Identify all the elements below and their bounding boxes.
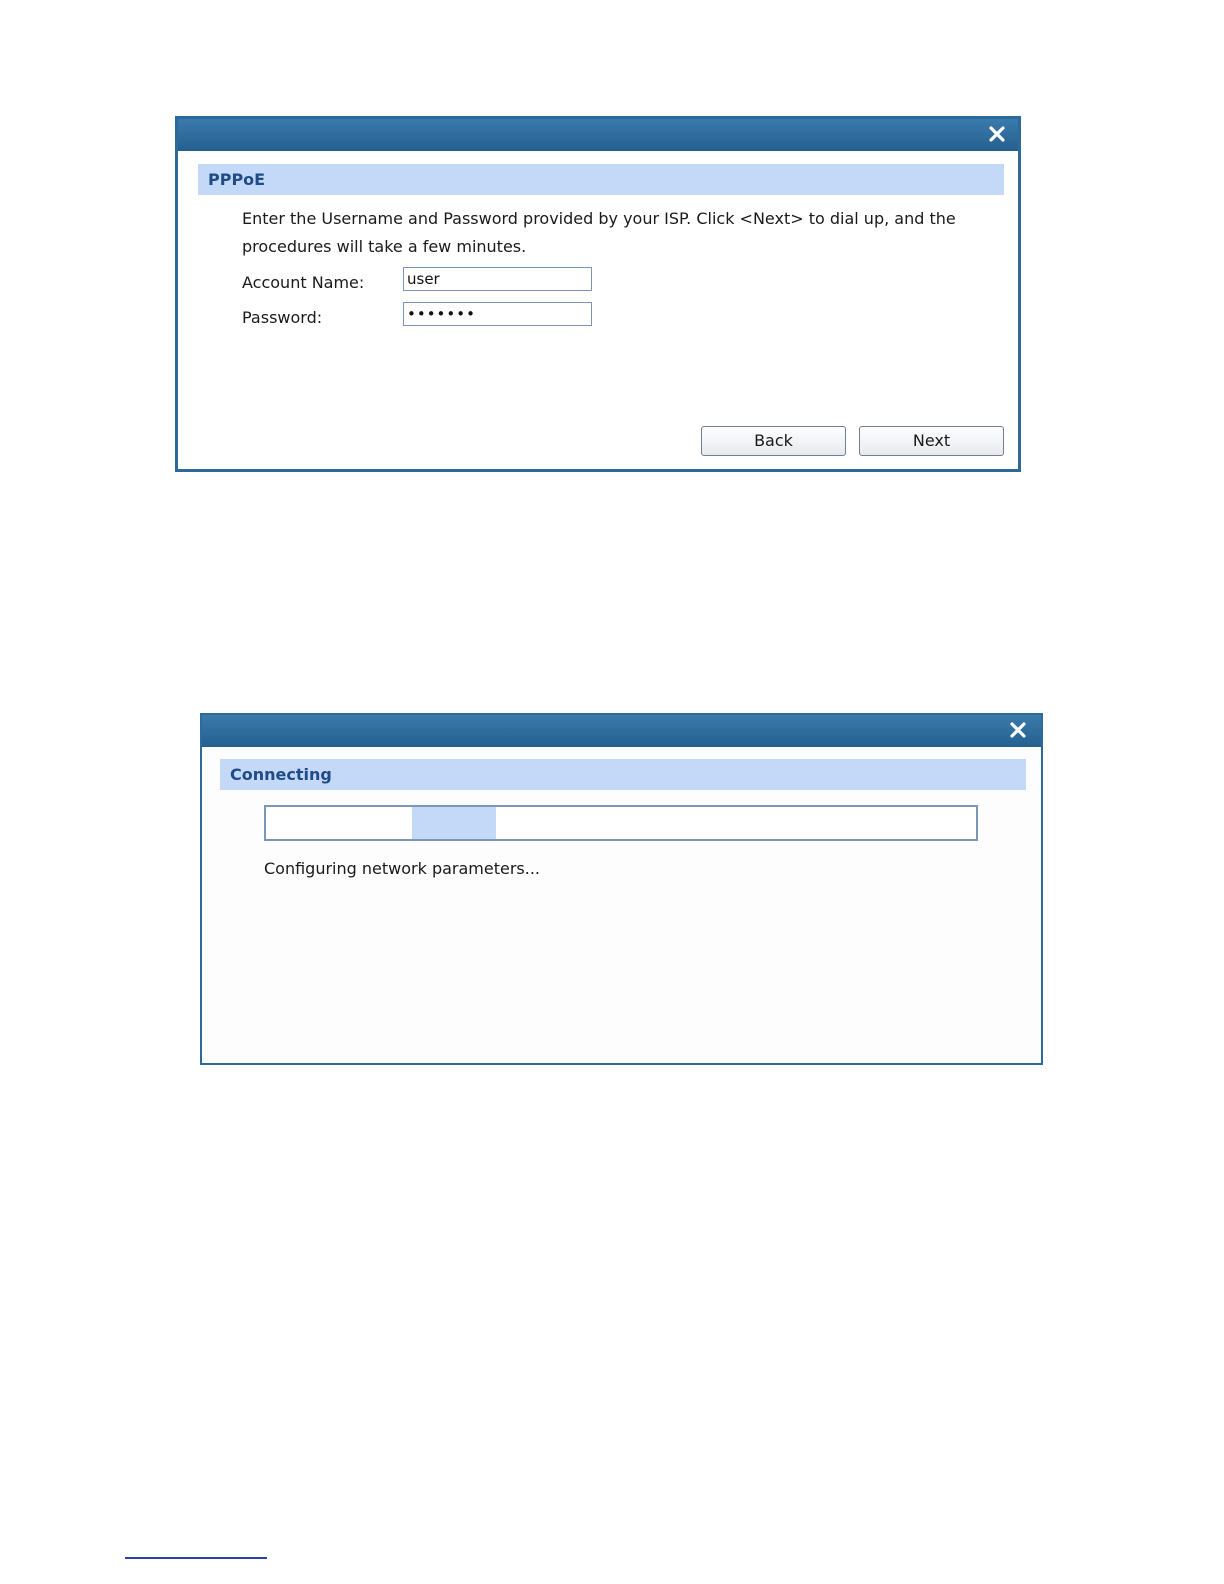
account-name-input[interactable] bbox=[403, 267, 592, 291]
dialog-titlebar[interactable] bbox=[178, 119, 1018, 151]
connecting-dialog bbox=[200, 713, 1043, 1065]
password-input[interactable] bbox=[403, 302, 592, 326]
progress-indicator bbox=[412, 807, 496, 839]
dialog-titlebar[interactable] bbox=[202, 715, 1041, 747]
instructions-text: Enter the Username and Password provided by your ISP. Click <Next> to dial up, and the procedures will take a few minutes. bbox=[242, 209, 956, 256]
section-title: PPPoE bbox=[198, 164, 1004, 195]
section-title: Connecting bbox=[220, 759, 1026, 790]
footer-link-underline bbox=[125, 1557, 267, 1559]
back-button[interactable]: Back bbox=[701, 426, 846, 456]
pppoe-dialog bbox=[175, 116, 1021, 472]
status-text: Configuring network parameters... bbox=[264, 859, 541, 878]
close-icon[interactable] bbox=[1007, 719, 1029, 741]
next-button[interactable]: Next bbox=[859, 426, 1004, 456]
close-icon[interactable] bbox=[986, 123, 1008, 145]
progress-bar bbox=[264, 805, 978, 841]
password-label: Password: bbox=[242, 308, 323, 327]
account-name-label: Account Name: bbox=[242, 273, 365, 292]
